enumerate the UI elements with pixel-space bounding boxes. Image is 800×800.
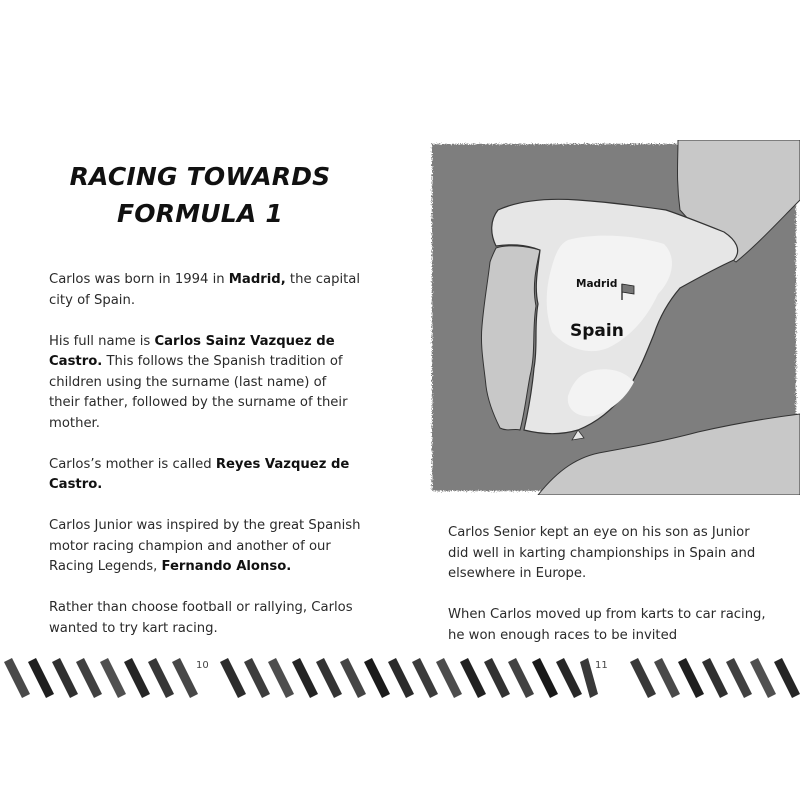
- tread-mark: [630, 658, 656, 698]
- tread-mark: [532, 658, 558, 698]
- tire-tread-decoration: [0, 648, 800, 708]
- tread-mark: [100, 658, 126, 698]
- tread-mark: [484, 658, 510, 698]
- page-number-left: 10: [196, 660, 209, 671]
- tread-mark: [436, 658, 462, 698]
- tread-mark: [774, 658, 800, 698]
- tread-mark: [388, 658, 414, 698]
- tread-mark: [654, 658, 680, 698]
- bold-phrase: Madrid,: [228, 272, 286, 287]
- tire-tread-strip: [4, 658, 198, 698]
- tread-mark: [268, 658, 294, 698]
- tread-mark: [340, 658, 366, 698]
- left-paragraph-3: [49, 455, 361, 496]
- map-label-madrid: Madrid: [576, 278, 618, 290]
- tread-mark: [124, 658, 150, 698]
- map-label-spain: Spain: [570, 321, 624, 341]
- text-run: Rather than choose football or rallying, Carlos wanted to try kart racing.: [49, 600, 353, 636]
- chapter-title-line-2: FORMULA 1: [117, 199, 283, 228]
- page-number-right: 11: [595, 660, 608, 671]
- tread-mark: [678, 658, 704, 698]
- tread-mark: [580, 658, 598, 698]
- tread-mark: [52, 658, 78, 698]
- tread-mark: [460, 658, 486, 698]
- left-paragraph-1: [49, 270, 361, 311]
- tread-mark: [148, 658, 174, 698]
- tread-mark: [412, 658, 438, 698]
- tread-mark: [316, 658, 342, 698]
- text-run: His full name is: [49, 333, 155, 349]
- bold-phrase: Fernando Alonso.: [161, 559, 292, 574]
- spain-map: [428, 140, 800, 495]
- tire-tread-strip: [220, 658, 598, 698]
- tread-mark: [292, 658, 318, 698]
- tread-mark: [4, 658, 30, 698]
- tire-tread-strip: [630, 658, 800, 698]
- left-paragraph-4: [49, 516, 361, 578]
- text-run: Carlos Junior was inspired by the great Spanish motor racing champion and another of our Racing Legends,: [49, 518, 361, 574]
- tread-mark: [244, 658, 270, 698]
- tread-mark: [702, 658, 728, 698]
- right-body-text: [448, 523, 768, 667]
- tread-mark: [220, 658, 246, 698]
- tread-mark: [364, 658, 390, 698]
- spain-map-illustration: [428, 140, 800, 495]
- tread-mark: [76, 658, 102, 698]
- right-paragraph-2: When Carlos moved up from karts to car racing, he won enough races to be invited: [448, 607, 766, 643]
- tread-mark: [28, 658, 54, 698]
- tread-mark: [556, 658, 582, 698]
- text-run: Carlos’s mother is called: [49, 456, 216, 472]
- bold-phrase: Reyes Vazquez de Castro.: [49, 456, 350, 492]
- tread-mark: [172, 658, 198, 698]
- text-run: the capital city of Spain.: [49, 272, 361, 308]
- left-paragraph-5: [49, 598, 361, 639]
- bold-phrase: Carlos Sainz Vazquez de Castro.: [49, 333, 335, 369]
- left-paragraph-2: [49, 332, 361, 435]
- tread-mark: [508, 658, 534, 698]
- tread-mark: [726, 658, 752, 698]
- chapter-title: [40, 158, 360, 232]
- chapter-title-line-1: RACING TOWARDS: [69, 162, 331, 191]
- left-body-text: [49, 270, 361, 660]
- tread-mark: [750, 658, 776, 698]
- text-run: Carlos was born in 1994 in: [49, 272, 229, 287]
- right-paragraph-1: Carlos Senior kept an eye on his son as Junior did well in karting championships in Spain and elsewhere in Europe.: [448, 525, 756, 581]
- text-run: This follows the Spanish tradition of children using the surname (last name) of their father, followed by the surname of their mother.: [49, 354, 348, 431]
